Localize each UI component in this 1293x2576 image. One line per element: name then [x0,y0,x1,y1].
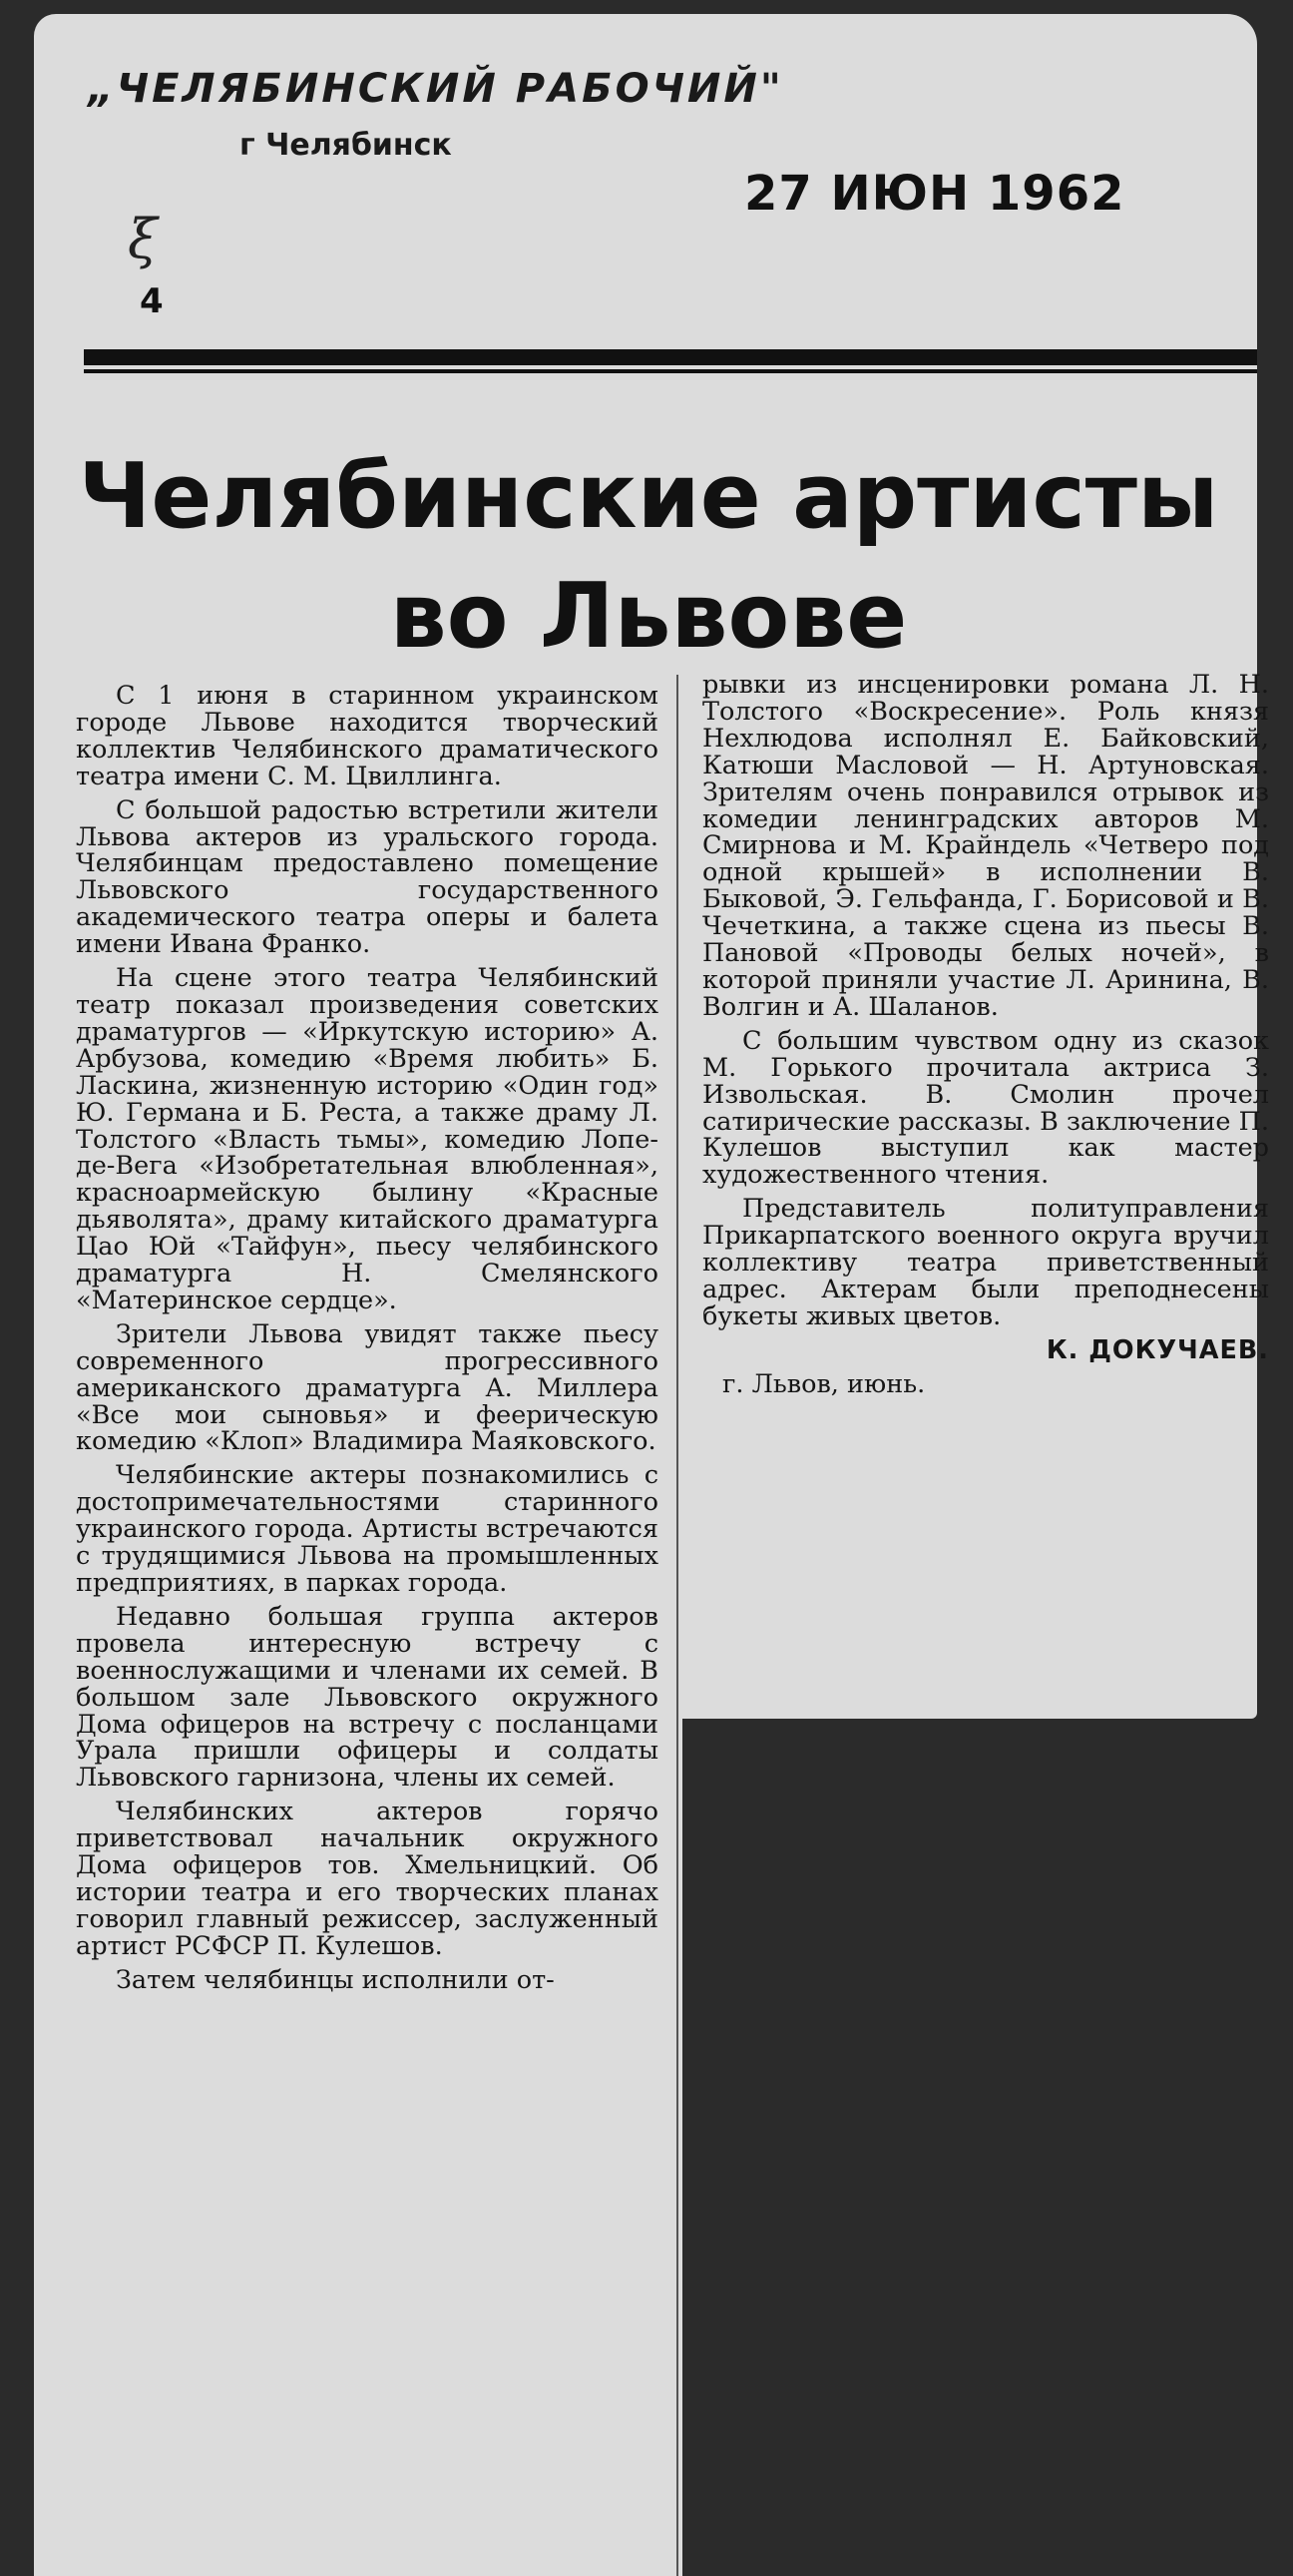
column-divider [676,675,678,2576]
article-column-right [702,672,1269,1405]
header-rule-thin [84,369,1257,373]
author-signature: К. ДОКУЧАЕВ. [1046,1334,1269,1365]
paragraph: Зрители Львова увидят также пьесу современного прогрессивного американского драматурга А. Миллера «Все мои сыновья» и феерическую комедию «Клоп» Владимира Маяковского. [76,1318,658,1457]
newspaper-city: г Челябинск [239,128,452,163]
article-headline [60,437,1237,677]
paragraph: Недавно большая группа актеров провела интересную встречу с военнослужащими и членами их семей. В большом зале Львовского окружного Дома офицеров на встречу с посланцами Урала пришли офицеры и солдаты Львовского гарнизона, члены их семей. [76,1601,658,1794]
paragraph: Челябинские актеры познакомились с достопримечательностями старинного украинского города. Артисты встречаются с трудящимися Львова на промышленных предприятиях, в парках города. [76,1460,658,1598]
paragraph: Челябинских актеров горячо приветствовал начальник окружного Дома офицеров тов. Хмельницкий. Об истории театра и его творческих планах говорил главный режиссер, заслуженный артист РСФСР П. Кулешов. [76,1797,658,1961]
paragraph: Затем челябинцы исполнили от- [116,1964,555,1995]
headline-line-1: Челябинские артисты [78,444,1219,549]
newspaper-name: „ЧЕЛЯБИНСКИЙ РАБОЧИЙ" [88,66,784,112]
handwritten-mark: ξ [128,208,158,270]
paragraph: С 1 июня в старинном украинском городе Львове находится творческий коллектив Челябинского драматического театра имени С. М. Цвиллинга. [76,681,658,791]
paragraph: С большой радостью встретили жители Львова актеров из уральского города. Челябинцам предоставлено помещение Львовского государственного академического театра оперы и балета имени Ивана Франко. [76,794,658,960]
page-number: 4 [140,281,164,321]
paragraph: рывки из инсценировки романа Л. Н. Толстого «Воскресение». Роль князя Нехлюдова исполнял Е. Байковский, Катюши Масловой — Н. Артуновская. Зрителям очень понравился отрывок из комедии ленинградских авторов М. Смирнова и М. Крайндель «Четверо под одной крышей» в исполнении В. Быковой, Э. Гельфанда, Г. Борисовой и В. Чечеткина, а также сцена из пьесы В. Пановой «Проводы белых ночей», в которой приняли участие Л. Аринина, В. Волгин и А. Шаланов. [702,670,1269,1022]
paragraph: На сцене этого театра Челябинский театр показал произведения советских драматургов — «Иркутскую историю» А. Арбузова, комедию «Время любить» Б. Ласкина, жизненную историю «Один год» Ю. Германа и Б. Реста, а также драму Л. Толстого «Власть тьмы», комедию Лопе-де-Вега «Изобретательная влюбленная», красноармейскую былину «Красные дьяволята», драму китайского драматурга Цао Юй «Тайфун», пьесу челябинского драматурга Н. Смелянского «Материнское сердце». [76,963,658,1315]
paragraph: С большим чувством одну из сказок М. Горького прочитала актриса З. Извольская. В. Смолин прочел сатирические рассказы. В заключение П. Кулешов выступил как мастер художественного чтения. [702,1025,1269,1191]
header-rule-thick [84,349,1257,365]
date-stamp: 27 ИЮН 1962 [744,166,1125,222]
article-column-left [76,683,658,2001]
paragraph: Представитель политуправления Прикарпатского военного округа вручил коллективу театра приветственный адрес. Актерам были преподнесены букеты живых цветов. [702,1194,1269,1331]
headline-line-2: во Львове [389,564,908,669]
dateline: г. Львов, июнь. [722,1368,926,1399]
